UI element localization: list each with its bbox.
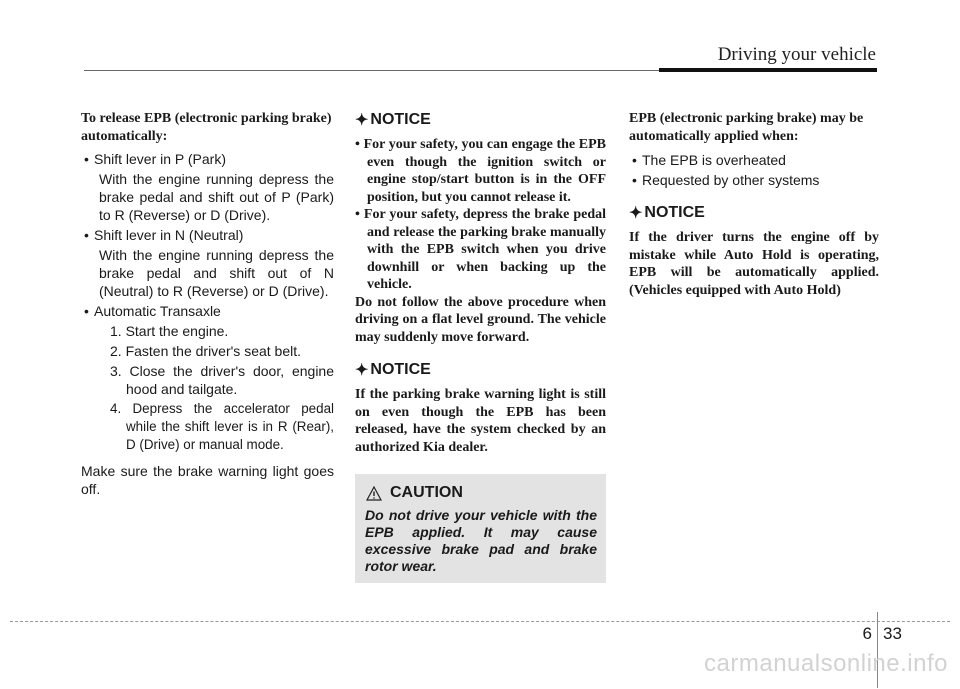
- notice-text: If the driver turns the engine off by mistake while Auto Hold is operating, EPB will be automatically applied. (Vehicles equipped with Auto Hold): [629, 230, 879, 298]
- header-rule: [84, 70, 659, 71]
- caution-heading: [366, 484, 463, 502]
- notice-star-icon: ✦: [355, 362, 369, 379]
- column-middle: [355, 110, 606, 456]
- caution-box: [355, 474, 606, 583]
- step-item: [81, 400, 334, 454]
- step-number: 1.: [110, 323, 122, 339]
- notice-text: If the parking brake warning light is still on even though the EPB has been released, have the system checked by an authorized Kia dealer.: [355, 387, 606, 455]
- step-number: 4.: [110, 401, 122, 416]
- release-heading: To release EPB (electronic parking brake) automatically:: [81, 111, 332, 144]
- header-rule-accent: [659, 68, 877, 72]
- step-number: 3.: [110, 363, 122, 379]
- list-item-detail: With the engine running depress the brake pedal and shift out of P (Park) to R (Reverse) or D (Drive).: [99, 171, 334, 223]
- step-text: Close the driver's door, engine hood and tailgate.: [126, 363, 335, 397]
- step-text: Start the engine.: [125, 323, 229, 339]
- notice-star-icon: ✦: [355, 112, 369, 129]
- notice-heading: [355, 110, 606, 130]
- notice-bullet-text: For your safety, you can engage the EPB even though the ignition switch or engine stop/start button is in the OFF position, but you cannot release it.: [363, 137, 606, 205]
- notice-bullet-text: For your safety, depress the brake pedal and release the parking brake manually with the EPB switch when you drive downhill or when backing up the vehicle.: [363, 207, 606, 292]
- list-item: • Automatic Transaxle: [81, 302, 334, 320]
- step-item: [81, 322, 334, 340]
- caution-title: CAUTION: [390, 484, 463, 501]
- watermark: carmanualsonline.info: [704, 650, 948, 677]
- column-left: [81, 110, 334, 498]
- page-number: 33: [883, 624, 902, 643]
- notice-heading: [355, 360, 606, 380]
- list-item: • Requested by other systems: [629, 171, 879, 189]
- notice-bullet: • For your safety, depress the brake pedal and release the parking brake manually with the EPB switch when you drive downhill or when backing up the vehicle.: [355, 207, 606, 292]
- notice-bullet: • For your safety, you can engage the EPB even though the ignition switch or engine stop/start button is in the OFF position, but you cannot release it.: [355, 137, 606, 205]
- list-item: • Shift lever in P (Park): [81, 150, 334, 168]
- notice-title: NOTICE: [370, 111, 431, 128]
- warning-light-note: Make sure the brake warning light goes off.: [81, 463, 334, 497]
- auto-apply-heading: EPB (electronic parking brake) may be automatically applied when:: [629, 111, 864, 144]
- step-text: Fasten the driver's seat belt.: [125, 343, 302, 359]
- step-item: [81, 342, 334, 360]
- header-title: Driving your vehicle: [717, 44, 876, 65]
- chapter-number: 6: [862, 624, 872, 643]
- notice-star-icon: ✦: [629, 205, 643, 222]
- list-item: • Shift lever in N (Neutral): [81, 226, 334, 244]
- notice-heading: [629, 203, 879, 223]
- step-number: 2.: [110, 343, 122, 359]
- caution-text: Do not drive your vehicle with the EPB applied. It may cause excessive brake pad and brake rotor wear.: [365, 507, 597, 574]
- notice-text: Do not follow the above procedure when driving on a flat level ground. The vehicle may suddenly move forward.: [355, 294, 606, 345]
- notice-title: NOTICE: [370, 361, 431, 378]
- step-item: [81, 362, 334, 398]
- column-right: [629, 110, 879, 299]
- list-item: • The EPB is overheated: [629, 151, 879, 169]
- warning-triangle-icon: [366, 486, 382, 501]
- step-text: Depress the accelerator pedal while the shift lever is in R (Rear), D (Drive) or manual mode.: [126, 401, 334, 452]
- footer-rule: [10, 621, 950, 622]
- list-item-detail: With the engine running depress the brake pedal and shift out of N (Neutral) to R (Reverse) or D (Drive).: [99, 247, 334, 299]
- notice-title: NOTICE: [644, 204, 705, 221]
